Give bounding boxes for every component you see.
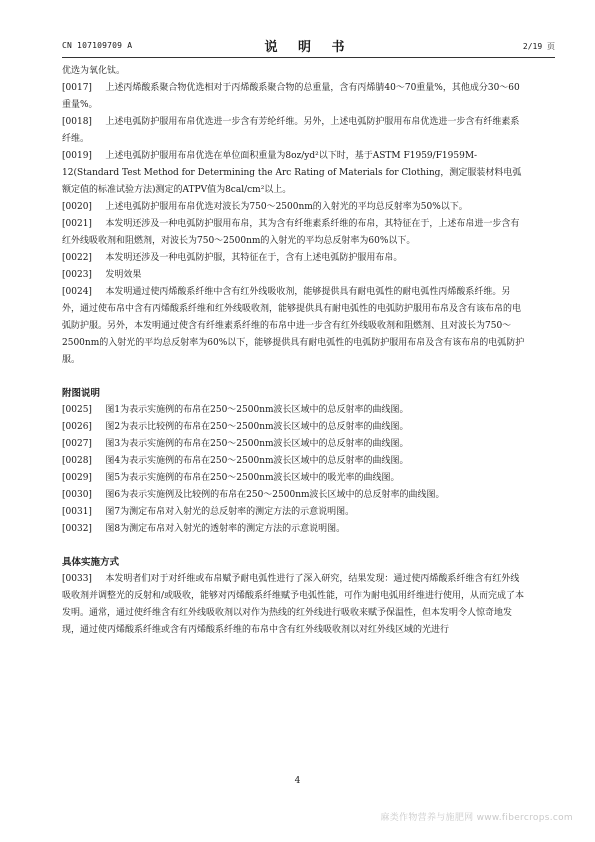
- paragraph-text: 发明效果: [105, 270, 142, 280]
- paragraph: [62, 470, 527, 487]
- paragraph-number: [0031]: [62, 507, 92, 517]
- paragraph: [62, 148, 527, 199]
- paragraph-text: 本发明还涉及一种电弧防护服，其特征在于，含有上述电弧防护服用布帛。: [105, 253, 403, 263]
- patent-number: CN 107109709 A: [62, 41, 133, 50]
- paragraph: [62, 250, 527, 267]
- page-header: [62, 34, 555, 58]
- paragraph: [62, 199, 527, 216]
- paragraph-number: [0022]: [62, 253, 92, 263]
- section-heading-figures: 附图说明: [62, 388, 101, 399]
- paragraph-text: 本发明还涉及一种电弧防护服用布帛，其为含有纤维素系纤维的布帛，其特征在于，上述布帛进一步含有红外线吸收剂和阻燃剂，对波长为750～2500nm的入射光的平均总反射率为60%以下。: [62, 219, 520, 246]
- paragraph-text: 图4为表示实施例的布帛在250～2500nm波长区域中的总反射率的曲线图。: [105, 456, 409, 466]
- paragraph-number: [0026]: [62, 422, 92, 432]
- document-title: 说 明 书: [264, 40, 353, 55]
- paragraph-list: [62, 63, 527, 369]
- page-number: 4: [294, 776, 301, 786]
- paragraph: [62, 80, 527, 114]
- paragraph: [62, 504, 527, 521]
- paragraph-number: [0021]: [62, 219, 92, 229]
- paragraph: [62, 216, 527, 250]
- paragraph-number: [0032]: [62, 524, 92, 534]
- paragraph-number: [0024]: [62, 287, 92, 297]
- paragraph-text: 图6为表示实施例及比较例的布帛在250～2500nm波长区域中的总反射率的曲线图。: [105, 490, 445, 500]
- paragraph: [62, 114, 527, 148]
- watermark: 麻类作物营养与施肥网 www.fibercrops.com: [380, 813, 573, 823]
- header-divider: [62, 57, 555, 58]
- paragraph-number: [0030]: [62, 490, 92, 500]
- paragraph-text: 上述电弧防护服用布帛优选进一步含有芳纶纤维。另外，上述电弧防护服用布帛优选进一步含有纤维素系纤维。: [62, 117, 520, 144]
- paragraph: [62, 419, 527, 436]
- paragraph-number: [0019]: [62, 151, 92, 161]
- section-heading-implementation: 具体实施方式: [62, 557, 120, 568]
- implementation-list: [62, 571, 527, 639]
- paragraph-text: 本发明通过使丙烯酸系纤维中含有红外线吸收剂，能够提供具有耐电弧性的耐电弧性丙烯酸系纤维。另外，通过使布帛中含有丙烯酸系纤维和红外线吸收剂，能够提供具有耐电弧性的电弧防护服用布帛及含有该布帛的电弧防护服。另外，本发明通过使含有纤维素系纤维的布帛中进一步含有红外线吸收剂和阻燃剂、且对波长为750～2500nm的入射光的平均总反射率为60%以下，能够提供具有耐电弧性的电弧防护服用布帛及含有该布帛的电弧防护服。: [62, 287, 525, 365]
- paragraph-number: [0033]: [62, 574, 92, 584]
- paragraph-text: 图1为表示实施例的布帛在250～2500nm波长区域中的总反射率的曲线图。: [105, 405, 409, 415]
- paragraph-number: [0023]: [62, 270, 92, 280]
- paragraph-text: 图2为表示比较例的布帛在250～2500nm波长区域中的总反射率的曲线图。: [105, 422, 409, 432]
- paragraph: [62, 63, 527, 80]
- paragraph: [62, 267, 527, 284]
- paragraph-number: [0027]: [62, 439, 92, 449]
- paragraph-text: 上述丙烯酸系聚合物优选相对于丙烯酸系聚合物的总重量，含有丙烯腈40～70重量%，其他成分30～60重量%。: [62, 83, 520, 110]
- page-info: 2/19 页: [522, 42, 555, 51]
- paragraph-number: [0025]: [62, 405, 92, 415]
- paragraph-number: [0017]: [62, 83, 92, 93]
- paragraph: [62, 521, 527, 538]
- paragraph-text: 上述电弧防护服用布帛优选对波长为750～2500nm的入射光的平均总反射率为50%以下。: [105, 202, 468, 212]
- paragraph-text: 图5为表示实施例的布帛在250～2500nm波长区域中的吸光率的曲线图。: [105, 473, 400, 483]
- paragraph: [62, 571, 527, 639]
- paragraph-number: [0018]: [62, 117, 92, 127]
- paragraph-text: 优选为氧化钛。: [62, 66, 126, 76]
- paragraph-number: [0020]: [62, 202, 92, 212]
- paragraph: [62, 284, 527, 369]
- paragraph-text: 本发明者们对于对纤维或布帛赋予耐电弧性进行了深入研究，结果发现：通过使丙烯酸系纤维含有红外线吸收剂并调整光的反射和/或吸收，能够对丙烯酸系纤维赋予电弧性能，可作为耐电弧用纤维进行使用，从而完成了本发明。通常，通过使纤维含有红外线吸收剂以对作为热线的红外线进行吸收来赋予保温性，但本发明令人惊奇地发现，通过使丙烯酸系纤维或含有丙烯酸系纤维的布帛中含有红外线吸收剂以对红外线区域的光进行: [62, 574, 525, 635]
- paragraph-text: 图8为测定布帛对入射光的透射率的测定方法的示意说明图。: [105, 524, 346, 534]
- paragraph: [62, 453, 527, 470]
- paragraph-text: 图7为测定布帛对入射光的总反射率的测定方法的示意说明图。: [105, 507, 355, 517]
- paragraph-number: [0028]: [62, 456, 92, 466]
- paragraph-text: 图3为表示实施例的布帛在250～2500nm波长区域中的总反射率的曲线图。: [105, 439, 409, 449]
- paragraph: [62, 436, 527, 453]
- figure-list: [62, 402, 527, 538]
- document-body: [62, 63, 527, 639]
- paragraph: [62, 487, 527, 504]
- paragraph-text: 上述电弧防护服用布帛优选在单位面积重量为8oz/yd²以下时，基于ASTM F1959/F1959M-12(Standard Test Method for Determining the Arc Rating of Materials for Clothing，测定服装材料电弧额定值的标准试验方法)测定的ATPV值为8cal/cm²以上。: [62, 151, 522, 195]
- paragraph-number: [0029]: [62, 473, 92, 483]
- paragraph: [62, 402, 527, 419]
